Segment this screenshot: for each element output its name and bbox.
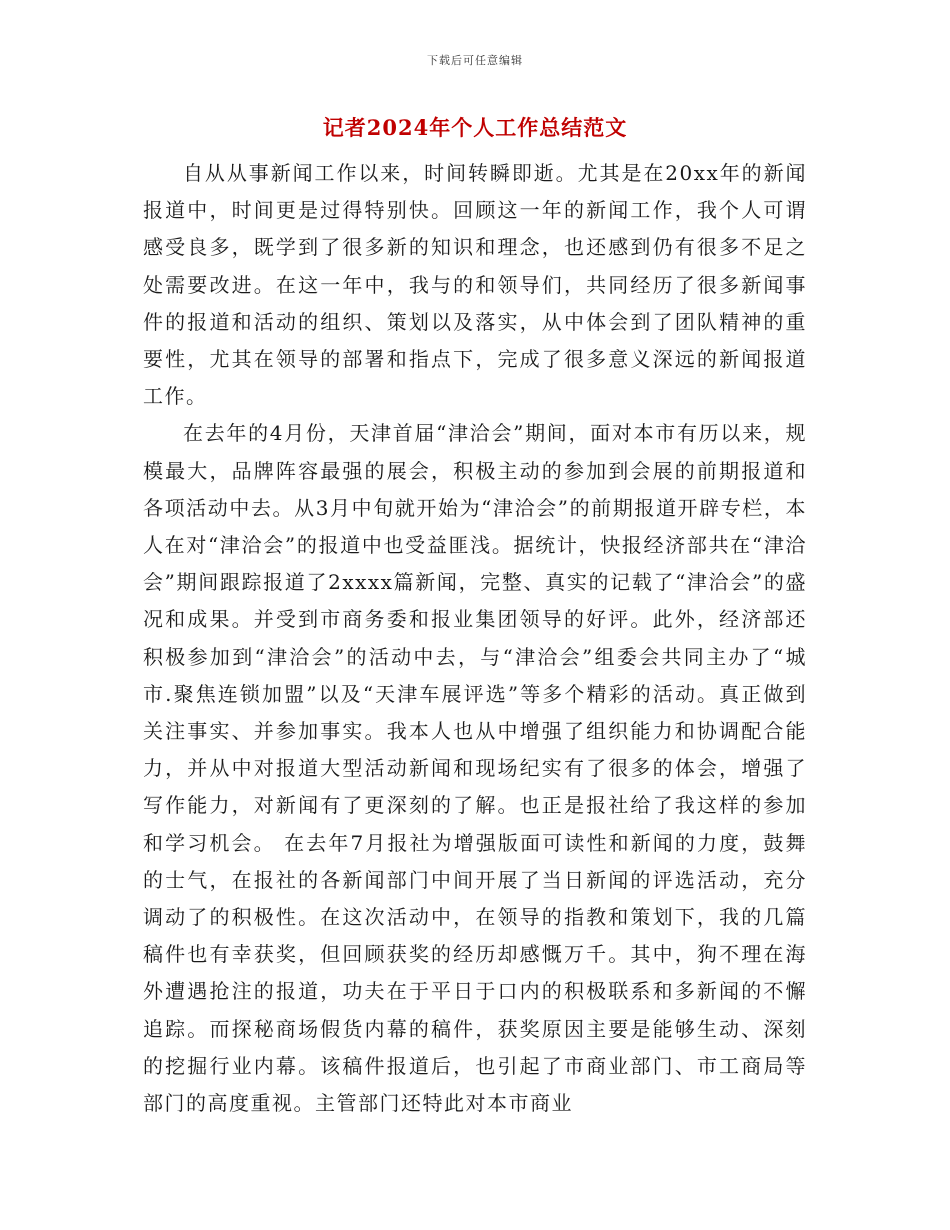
document-title: 记者2024年个人工作总结范文 <box>322 115 628 140</box>
document-body <box>143 155 807 1122</box>
header-note: 下载后可任意编辑 <box>427 54 523 67</box>
paragraph-2: 在去年的4月份，天津首届“津洽会”期间，面对本市有历以来，规模最大，品牌阵容最强的展会，积极主动的参加到会展的前期报道和各项活动中去。从3月中旬就开始为“津洽会”的前期报道开辟专栏，本人在对“津洽会”的报道中也受益匪浅。据统计，快报经济部共在“津洽会”期间跟踪报道了2xxxx篇新闻，完整、真实的记载了“津洽会”的盛况和成果。并受到市商务委和报业集团领导的好评。此外，经济部还积极参加到“津洽会”的活动中去，与“津洽会”组委会共同主办了“城市.聚焦连锁加盟”以及“天津车展评选”等多个精彩的活动。真正做到关注事实、并参加事实。我本人也从中增强了组织能力和协调配合能力，并从中对报道大型活动新闻和现场纪实有了很多的体会，增强了写作能力，对新闻有了更深刻的了解。也正是报社给了我这样的参加和学习机会。 在去年7月报社为增强版面可读性和新闻的力度，鼓舞的士气，在报社的各新闻部门中间开展了当日新闻的评选活动，充分调动了的积极性。在这次活动中，在领导的指教和策划下，我的几篇稿件也有幸获奖，但回顾获奖的经历却感慨万千。其中，狗不理在海外遭遇抢注的报道，功夫在于平日于口内的积极联系和多新闻的不懈追踪。而探秘商场假货内幕的稿件，获奖原因主要是能够生动、深刻的挖掘行业内幕。该稿件报道后，也引起了市商业部门、市工商局等部门的高度重视。主管部门还特此对本市商业 <box>143 421 807 1116</box>
paragraph-1: 自从从事新闻工作以来，时间转瞬即逝。尤其是在20xx年的新闻报道中，时间更是过得特别快。回顾这一年的新闻工作，我个人可谓感受良多，既学到了很多新的知识和理念，也还感到仍有很多不足之处需要改进。在这一年中，我与的和领导们，共同经历了很多新闻事件的报道和活动的组织、策划以及落实，从中体会到了团队精神的重要性，尤其在领导的部署和指点下，完成了很多意义深远的新闻报道工作。 <box>143 161 807 409</box>
